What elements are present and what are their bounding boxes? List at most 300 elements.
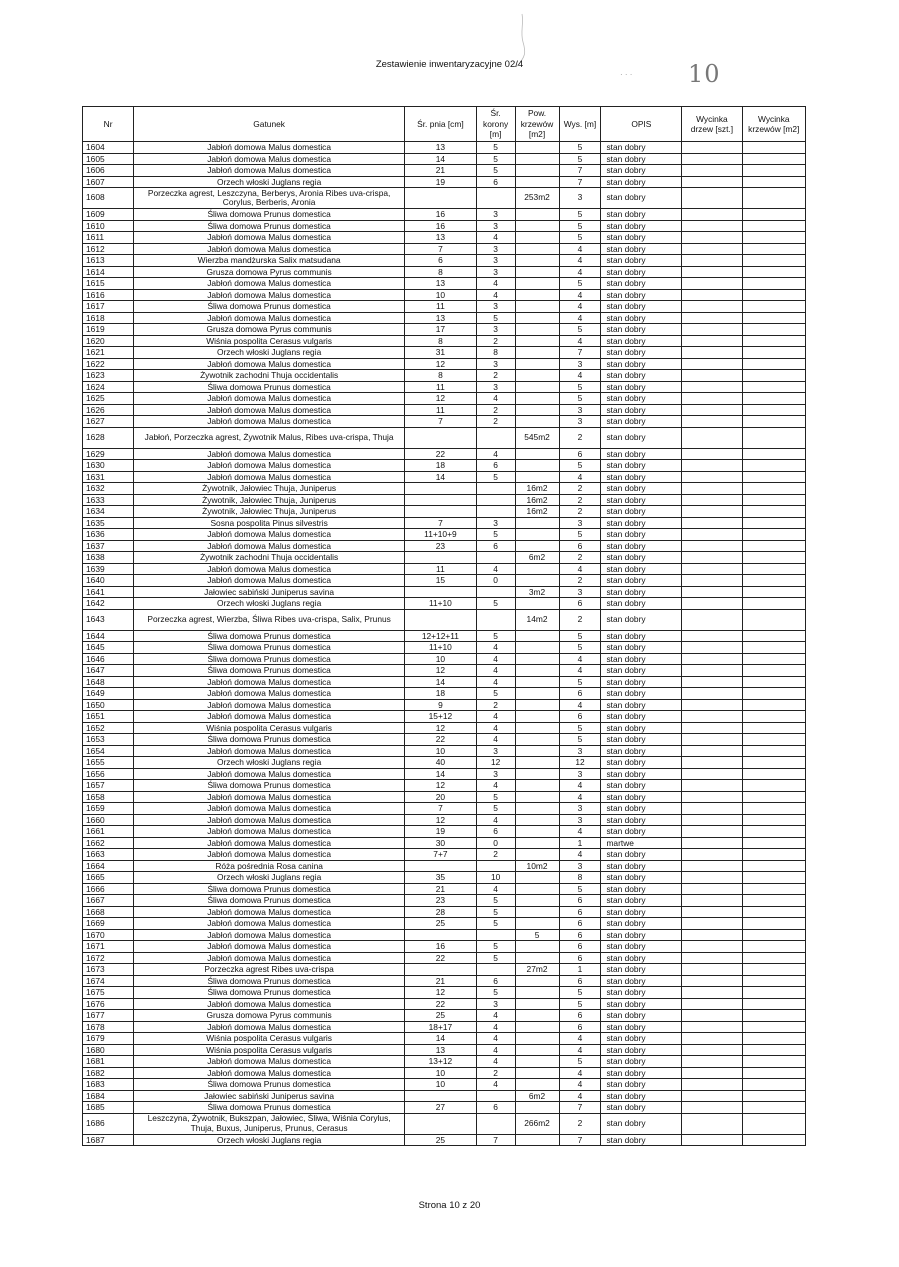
cell-gatunek: Jabłoń domowa Malus domestica	[134, 563, 405, 575]
cell-wys: 4	[559, 1067, 601, 1079]
table-row	[83, 768, 806, 780]
cell-nr: 1606	[83, 165, 134, 177]
table-row	[83, 312, 806, 324]
cell-wycinka-drzew	[682, 1044, 742, 1056]
table-row	[83, 232, 806, 244]
cell-sr-korony: 3	[476, 324, 515, 336]
cell-opis: stan dobry	[601, 301, 682, 313]
table-row	[83, 860, 806, 872]
cell-sr-pnia: 22	[405, 998, 477, 1010]
cell-sr-pnia	[405, 929, 477, 941]
cell-wycinka-krzewow	[742, 176, 805, 188]
cell-sr-korony: 3	[476, 301, 515, 313]
cell-sr-pnia: 12	[405, 814, 477, 826]
cell-wycinka-drzew	[682, 1079, 742, 1091]
cell-wys: 4	[559, 791, 601, 803]
table-row	[83, 1067, 806, 1079]
cell-sr-korony	[476, 609, 515, 630]
cell-sr-pnia: 21	[405, 975, 477, 987]
cell-gatunek: Śliwa domowa Prunus domestica	[134, 975, 405, 987]
cell-pow-krzewow	[515, 142, 559, 154]
table-row	[83, 1079, 806, 1091]
cell-wycinka-krzewow	[742, 393, 805, 405]
table-row	[83, 266, 806, 278]
cell-wys: 6	[559, 448, 601, 460]
cell-sr-korony	[476, 586, 515, 598]
cell-sr-pnia: 15+12	[405, 711, 477, 723]
cell-pow-krzewow	[515, 220, 559, 232]
cell-sr-pnia: 21	[405, 165, 477, 177]
cell-gatunek: Jabłoń domowa Malus domestica	[134, 1067, 405, 1079]
table-row	[83, 427, 806, 448]
cell-sr-pnia: 13	[405, 142, 477, 154]
cell-nr: 1607	[83, 176, 134, 188]
cell-gatunek: Jabłoń domowa Malus domestica	[134, 416, 405, 428]
cell-wycinka-krzewow	[742, 826, 805, 838]
cell-sr-korony: 4	[476, 642, 515, 654]
cell-nr: 1661	[83, 826, 134, 838]
cell-wycinka-krzewow	[742, 404, 805, 416]
cell-opis: stan dobry	[601, 849, 682, 861]
cell-wycinka-drzew	[682, 768, 742, 780]
cell-gatunek: Śliwa domowa Prunus domestica	[134, 665, 405, 677]
cell-nr: 1644	[83, 630, 134, 642]
cell-gatunek: Jabłoń domowa Malus domestica	[134, 471, 405, 483]
cell-sr-pnia: 25	[405, 1134, 477, 1146]
cell-nr: 1656	[83, 768, 134, 780]
cell-wycinka-krzewow	[742, 630, 805, 642]
cell-sr-korony: 4	[476, 1044, 515, 1056]
table-row	[83, 1056, 806, 1068]
table-row	[83, 598, 806, 610]
cell-opis: stan dobry	[601, 393, 682, 405]
cell-wycinka-drzew	[682, 1102, 742, 1114]
cell-sr-korony: 2	[476, 1067, 515, 1079]
cell-sr-korony: 4	[476, 665, 515, 677]
cell-sr-korony: 5	[476, 918, 515, 930]
cell-wys: 3	[559, 860, 601, 872]
cell-gatunek: Jabłoń domowa Malus domestica	[134, 745, 405, 757]
table-row	[83, 243, 806, 255]
table-row	[83, 964, 806, 976]
cell-nr: 1612	[83, 243, 134, 255]
cell-opis: stan dobry	[601, 688, 682, 700]
cell-opis: stan dobry	[601, 757, 682, 769]
cell-gatunek: Orzech włoski Juglans regia	[134, 1134, 405, 1146]
cell-nr: 1666	[83, 883, 134, 895]
cell-sr-pnia: 8	[405, 266, 477, 278]
table-row	[83, 209, 806, 221]
cell-wycinka-krzewow	[742, 872, 805, 884]
cell-nr: 1673	[83, 964, 134, 976]
cell-wys: 4	[559, 780, 601, 792]
table-row	[83, 529, 806, 541]
cell-nr: 1660	[83, 814, 134, 826]
cell-wycinka-krzewow	[742, 289, 805, 301]
cell-pow-krzewow	[515, 471, 559, 483]
cell-pow-krzewow	[515, 358, 559, 370]
cell-wycinka-krzewow	[742, 278, 805, 290]
page-number-stamp: 10	[688, 60, 721, 88]
cell-sr-korony: 5	[476, 471, 515, 483]
cell-opis: stan dobry	[601, 165, 682, 177]
cell-nr: 1641	[83, 586, 134, 598]
cell-wycinka-krzewow	[742, 952, 805, 964]
cell-nr: 1609	[83, 209, 134, 221]
cell-sr-pnia: 10	[405, 1079, 477, 1091]
cell-nr: 1616	[83, 289, 134, 301]
table-row	[83, 153, 806, 165]
cell-wys: 3	[559, 768, 601, 780]
table-row	[83, 780, 806, 792]
cell-wycinka-drzew	[682, 232, 742, 244]
cell-wycinka-drzew	[682, 722, 742, 734]
cell-gatunek: Jabłoń, Porzeczka agrest, Żywotnik Malus, Ribes uva-crispa, Thuja	[134, 427, 405, 448]
table-row	[83, 918, 806, 930]
cell-wycinka-drzew	[682, 642, 742, 654]
cell-sr-korony: 4	[476, 883, 515, 895]
cell-wys: 7	[559, 1102, 601, 1114]
cell-nr: 1637	[83, 540, 134, 552]
cell-pow-krzewow	[515, 906, 559, 918]
cell-gatunek: Śliwa domowa Prunus domestica	[134, 220, 405, 232]
cell-sr-korony	[476, 929, 515, 941]
cell-sr-korony: 6	[476, 540, 515, 552]
cell-wycinka-krzewow	[742, 699, 805, 711]
cell-sr-pnia: 10	[405, 289, 477, 301]
cell-wycinka-krzewow	[742, 517, 805, 529]
cell-gatunek: Jabłoń domowa Malus domestica	[134, 998, 405, 1010]
cell-nr: 1687	[83, 1134, 134, 1146]
cell-wys: 4	[559, 335, 601, 347]
cell-gatunek: Jabłoń domowa Malus domestica	[134, 906, 405, 918]
cell-pow-krzewow: 545m2	[515, 427, 559, 448]
cell-wys: 6	[559, 929, 601, 941]
table-row	[83, 1102, 806, 1114]
table-row	[83, 335, 806, 347]
table-row	[83, 586, 806, 598]
cell-opis: stan dobry	[601, 711, 682, 723]
cell-pow-krzewow	[515, 563, 559, 575]
cell-nr: 1670	[83, 929, 134, 941]
cell-pow-krzewow	[515, 370, 559, 382]
cell-sr-korony: 5	[476, 630, 515, 642]
cell-pow-krzewow	[515, 153, 559, 165]
cell-opis: stan dobry	[601, 142, 682, 154]
cell-wys: 6	[559, 711, 601, 723]
cell-sr-korony: 3	[476, 358, 515, 370]
cell-wycinka-drzew	[682, 688, 742, 700]
cell-opis: stan dobry	[601, 586, 682, 598]
cell-nr: 1657	[83, 780, 134, 792]
cell-wys: 6	[559, 941, 601, 953]
cell-sr-korony: 2	[476, 699, 515, 711]
cell-opis: stan dobry	[601, 1056, 682, 1068]
cell-wycinka-drzew	[682, 814, 742, 826]
cell-nr: 1678	[83, 1021, 134, 1033]
table-row	[83, 301, 806, 313]
cell-wycinka-krzewow	[742, 860, 805, 872]
ink-marks: · · ·	[620, 70, 633, 79]
cell-wycinka-krzewow	[742, 255, 805, 267]
cell-gatunek: Wiśnia pospolita Cerasus vulgaris	[134, 1044, 405, 1056]
table-row	[83, 872, 806, 884]
cell-sr-pnia: 11+10	[405, 598, 477, 610]
cell-pow-krzewow	[515, 883, 559, 895]
table-row	[83, 448, 806, 460]
cell-opis: stan dobry	[601, 324, 682, 336]
table-row	[83, 460, 806, 472]
cell-sr-pnia: 16	[405, 220, 477, 232]
cell-sr-pnia: 25	[405, 918, 477, 930]
cell-sr-korony: 3	[476, 209, 515, 221]
cell-wys: 2	[559, 552, 601, 564]
cell-gatunek: Jabłoń domowa Malus domestica	[134, 312, 405, 324]
cell-nr: 1674	[83, 975, 134, 987]
cell-pow-krzewow	[515, 872, 559, 884]
cell-wycinka-drzew	[682, 1033, 742, 1045]
cell-pow-krzewow	[515, 642, 559, 654]
cell-wys: 4	[559, 1033, 601, 1045]
cell-gatunek: Jałowiec sabiński Juniperus savina	[134, 1090, 405, 1102]
cell-wys: 3	[559, 404, 601, 416]
cell-nr: 1665	[83, 872, 134, 884]
table-row	[83, 998, 806, 1010]
cell-opis: stan dobry	[601, 987, 682, 999]
cell-gatunek: Porzeczka agrest Ribes uva-crispa	[134, 964, 405, 976]
table-row	[83, 176, 806, 188]
cell-sr-korony: 0	[476, 575, 515, 587]
cell-wycinka-krzewow	[742, 506, 805, 518]
cell-pow-krzewow	[515, 1134, 559, 1146]
cell-gatunek: Grusza domowa Pyrus communis	[134, 324, 405, 336]
cell-pow-krzewow	[515, 768, 559, 780]
cell-sr-korony: 6	[476, 176, 515, 188]
cell-nr: 1604	[83, 142, 134, 154]
table-row	[83, 278, 806, 290]
cell-sr-pnia: 7+7	[405, 849, 477, 861]
cell-nr: 1684	[83, 1090, 134, 1102]
cell-wycinka-drzew	[682, 837, 742, 849]
cell-pow-krzewow: 3m2	[515, 586, 559, 598]
cell-wycinka-drzew	[682, 460, 742, 472]
cell-gatunek: Jabłoń domowa Malus domestica	[134, 688, 405, 700]
cell-sr-korony: 4	[476, 278, 515, 290]
cell-opis: stan dobry	[601, 722, 682, 734]
cell-gatunek: Żywotnik, Jałowiec Thuja, Juniperus	[134, 483, 405, 495]
cell-opis: stan dobry	[601, 998, 682, 1010]
cell-sr-korony: 4	[476, 1010, 515, 1022]
cell-opis: stan dobry	[601, 471, 682, 483]
cell-wys: 3	[559, 358, 601, 370]
table-row	[83, 699, 806, 711]
cell-sr-korony: 4	[476, 653, 515, 665]
table-row	[83, 941, 806, 953]
table-row	[83, 188, 806, 209]
inventory-table	[82, 106, 806, 1146]
table-row	[83, 734, 806, 746]
cell-gatunek: Śliwa domowa Prunus domestica	[134, 630, 405, 642]
cell-wycinka-krzewow	[742, 609, 805, 630]
cell-sr-pnia: 40	[405, 757, 477, 769]
cell-sr-korony: 4	[476, 780, 515, 792]
cell-wys: 3	[559, 188, 601, 209]
cell-wycinka-drzew	[682, 929, 742, 941]
cell-pow-krzewow	[515, 676, 559, 688]
cell-gatunek: Wiśnia pospolita Cerasus vulgaris	[134, 722, 405, 734]
cell-wycinka-drzew	[682, 301, 742, 313]
cell-gatunek: Orzech włoski Juglans regia	[134, 176, 405, 188]
cell-nr: 1605	[83, 153, 134, 165]
cell-opis: stan dobry	[601, 665, 682, 677]
cell-gatunek: Jabłoń domowa Malus domestica	[134, 153, 405, 165]
cell-opis: stan dobry	[601, 598, 682, 610]
cell-wycinka-drzew	[682, 906, 742, 918]
cell-pow-krzewow	[515, 1102, 559, 1114]
page-footer: Strona 10 z 20	[418, 1200, 481, 1211]
cell-gatunek: Jabłoń domowa Malus domestica	[134, 448, 405, 460]
cell-nr: 1638	[83, 552, 134, 564]
cell-wycinka-krzewow	[742, 676, 805, 688]
cell-wycinka-drzew	[682, 312, 742, 324]
cell-opis: stan dobry	[601, 1102, 682, 1114]
cell-wycinka-drzew	[682, 517, 742, 529]
cell-wys: 6	[559, 975, 601, 987]
cell-sr-korony: 2	[476, 849, 515, 861]
cell-sr-korony: 4	[476, 711, 515, 723]
cell-sr-pnia: 11	[405, 563, 477, 575]
cell-nr: 1626	[83, 404, 134, 416]
cell-pow-krzewow: 6m2	[515, 1090, 559, 1102]
cell-pow-krzewow	[515, 803, 559, 815]
cell-opis: stan dobry	[601, 745, 682, 757]
header-wycinka-krzewow: Wycinka krzewów [m2]	[742, 107, 805, 142]
cell-gatunek: Śliwa domowa Prunus domestica	[134, 780, 405, 792]
cell-wycinka-krzewow	[742, 653, 805, 665]
cell-wycinka-drzew	[682, 278, 742, 290]
cell-wycinka-drzew	[682, 483, 742, 495]
cell-sr-korony: 3	[476, 768, 515, 780]
cell-wycinka-drzew	[682, 1067, 742, 1079]
cell-sr-korony	[476, 427, 515, 448]
cell-wycinka-krzewow	[742, 416, 805, 428]
cell-wycinka-krzewow	[742, 312, 805, 324]
cell-wycinka-krzewow	[742, 586, 805, 598]
cell-wycinka-krzewow	[742, 563, 805, 575]
cell-gatunek: Śliwa domowa Prunus domestica	[134, 895, 405, 907]
cell-opis: stan dobry	[601, 1044, 682, 1056]
cell-wycinka-krzewow	[742, 768, 805, 780]
cell-sr-pnia: 14	[405, 768, 477, 780]
cell-wycinka-drzew	[682, 494, 742, 506]
cell-wycinka-drzew	[682, 427, 742, 448]
cell-opis: stan dobry	[601, 653, 682, 665]
cell-wycinka-krzewow	[742, 483, 805, 495]
cell-gatunek: Jabłoń domowa Malus domestica	[134, 232, 405, 244]
cell-sr-pnia: 22	[405, 734, 477, 746]
cell-sr-pnia: 12	[405, 722, 477, 734]
cell-wycinka-drzew	[682, 552, 742, 564]
cell-wycinka-krzewow	[742, 243, 805, 255]
cell-wys: 3	[559, 517, 601, 529]
table-row	[83, 563, 806, 575]
table-row	[83, 324, 806, 336]
cell-opis: stan dobry	[601, 153, 682, 165]
cell-nr: 1620	[83, 335, 134, 347]
cell-wycinka-krzewow	[742, 722, 805, 734]
cell-nr: 1610	[83, 220, 134, 232]
cell-opis: stan dobry	[601, 552, 682, 564]
cell-nr: 1611	[83, 232, 134, 244]
cell-nr: 1682	[83, 1067, 134, 1079]
cell-pow-krzewow	[515, 791, 559, 803]
cell-opis: stan dobry	[601, 1090, 682, 1102]
table-row	[83, 552, 806, 564]
cell-wycinka-krzewow	[742, 301, 805, 313]
table-row	[83, 906, 806, 918]
cell-sr-korony: 7	[476, 1134, 515, 1146]
cell-wys: 2	[559, 575, 601, 587]
cell-sr-pnia: 13	[405, 312, 477, 324]
cell-sr-pnia: 17	[405, 324, 477, 336]
cell-gatunek: Jabłoń domowa Malus domestica	[134, 575, 405, 587]
cell-sr-korony: 6	[476, 826, 515, 838]
cell-gatunek: Jabłoń domowa Malus domestica	[134, 529, 405, 541]
cell-sr-korony	[476, 964, 515, 976]
cell-sr-korony: 3	[476, 243, 515, 255]
cell-gatunek: Porzeczka agrest, Leszczyna, Berberys, Aronia Ribes uva-crispa, Corylus, Berberis, Aronia	[134, 188, 405, 209]
cell-wycinka-krzewow	[742, 895, 805, 907]
cell-sr-pnia: 23	[405, 895, 477, 907]
cell-opis: stan dobry	[601, 941, 682, 953]
cell-wycinka-drzew	[682, 1021, 742, 1033]
cell-opis: stan dobry	[601, 506, 682, 518]
cell-wycinka-drzew	[682, 563, 742, 575]
cell-nr: 1639	[83, 563, 134, 575]
cell-sr-korony	[476, 860, 515, 872]
cell-wycinka-krzewow	[742, 1067, 805, 1079]
cell-pow-krzewow	[515, 278, 559, 290]
cell-sr-korony: 5	[476, 529, 515, 541]
cell-sr-korony: 5	[476, 791, 515, 803]
cell-gatunek: Jabłoń domowa Malus domestica	[134, 803, 405, 815]
cell-opis: stan dobry	[601, 964, 682, 976]
cell-sr-pnia: 22	[405, 448, 477, 460]
cell-opis: stan dobry	[601, 975, 682, 987]
cell-opis: stan dobry	[601, 609, 682, 630]
cell-sr-pnia: 7	[405, 416, 477, 428]
cell-wycinka-krzewow	[742, 540, 805, 552]
cell-sr-pnia	[405, 1090, 477, 1102]
cell-pow-krzewow	[515, 448, 559, 460]
cell-opis: stan dobry	[601, 803, 682, 815]
cell-pow-krzewow	[515, 998, 559, 1010]
cell-nr: 1640	[83, 575, 134, 587]
cell-sr-korony	[476, 552, 515, 564]
cell-nr: 1633	[83, 494, 134, 506]
cell-wys: 4	[559, 243, 601, 255]
cell-wycinka-krzewow	[742, 803, 805, 815]
table-row	[83, 575, 806, 587]
cell-gatunek: Jabłoń domowa Malus domestica	[134, 1021, 405, 1033]
cell-wycinka-drzew	[682, 370, 742, 382]
cell-opis: stan dobry	[601, 358, 682, 370]
cell-wycinka-drzew	[682, 757, 742, 769]
cell-wycinka-drzew	[682, 745, 742, 757]
cell-nr: 1679	[83, 1033, 134, 1045]
cell-gatunek: Leszczyna, Żywotnik, Bukszpan, Jałowiec, Śliwa, Wiśnia Corylus, Thuja, Buxus, Juniperus, Prunus, Cerasus	[134, 1113, 405, 1134]
cell-wycinka-krzewow	[742, 757, 805, 769]
